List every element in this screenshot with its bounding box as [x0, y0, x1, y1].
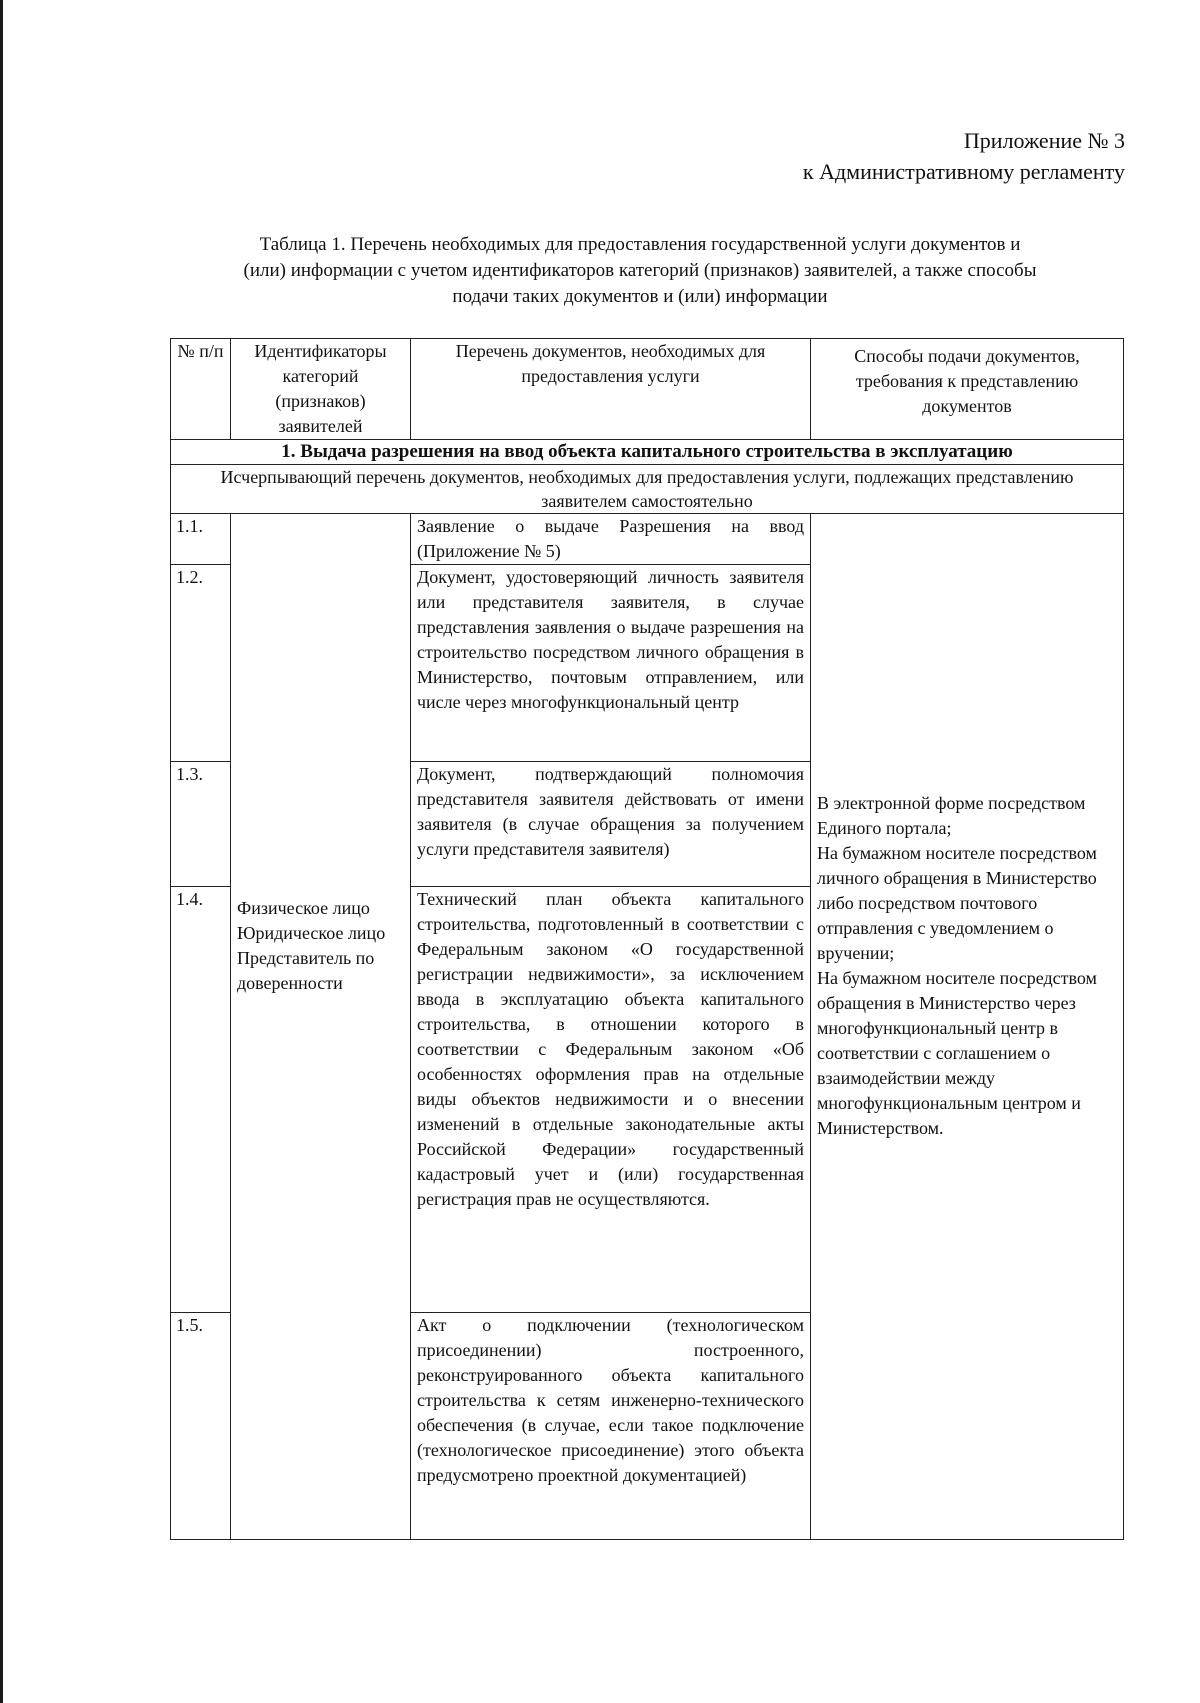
appendix-number: Приложение № 3 [963, 128, 1125, 153]
header-identifiers: Идентификаторы категорий (признаков) заявителей [231, 339, 411, 440]
category-representative: Представитель по доверенности [237, 948, 375, 993]
row-number: 1.1. [171, 514, 231, 565]
document-description: Документ, удостоверяющий личность заявителя или представителя заявителя, в случае представления заявления о выдаче разрешения на строительство посредством личного обращения в Министерство, почтовым отправлением, или числе через многофункциональный центр [411, 565, 811, 762]
row-number: 1.3. [171, 762, 231, 887]
table-title-line: (или) информации с учетом идентификаторов категорий (признаков) заявителей, а также способы [243, 260, 1037, 281]
row-number: 1.5. [171, 1313, 231, 1540]
appendix-reference: к Административному регламенту [802, 159, 1125, 184]
header-num: № п/п [171, 339, 231, 440]
subsection-title: Исчерпывающий перечень документов, необходимых для предоставления услуги, подлежащих представлению заявителем самостоятельно [171, 465, 1124, 514]
document-description: Документ, подтверждающий полномочия представителя заявителя действовать от имени заявителя (в случае обращения за получением услуги представителя заявителя) [411, 762, 811, 887]
category-individual: Физическое лицо [237, 898, 370, 918]
header-row [171, 339, 1124, 440]
method-electronic: В электронной форме посредством Единого портала; [817, 793, 1086, 838]
document-description: Технический план объекта капитального строительства, подготовленный в соответствии с Федеральным законом «О государственной регистрации недвижимости», за исключением ввода в эксплуатацию объекта капитального строительства, в отношении которого в соответствии с Федеральным законом «Об особенностях оформления прав на отдельные виды объектов недвижимости и о внесении изменений в отдельные законодательные акты Российской Федерации» государственный кадастровый учет и (или) государственная регистрация прав не осуществляются. [411, 887, 811, 1313]
section-row [171, 440, 1124, 465]
applicant-categories [231, 514, 411, 1540]
table-title-line: Таблица 1. Перечень необходимых для предоставления государственной услуги документов и [259, 234, 1021, 255]
table-title [160, 232, 1120, 310]
submission-methods [811, 514, 1124, 1540]
appendix-header [803, 125, 1125, 187]
table-row [171, 514, 1124, 565]
table-title-line: подачи таких документов и (или) информации [452, 286, 828, 307]
method-paper-mfc: На бумажном носителе посредством обращения в Министерство через многофункциональный центр в соответствии с соглашением о взаимодействии между многофункциональным центром и Министерством. [817, 968, 1097, 1138]
scan-edge [0, 0, 3, 1703]
document-description: Акт о подключении (технологическом присоединении) построенного, реконструированного объекта капитального строительства к сетям инженерно-технического обеспечения (в случае, если такое подключение (технологическое присоединение) этого объекта предусмотрено проектной документацией) [411, 1313, 811, 1540]
header-methods: Способы подачи документов, требования к представлению документов [811, 339, 1124, 440]
row-number: 1.2. [171, 565, 231, 762]
section-title: 1. Выдача разрешения на ввод объекта капитального строительства в эксплуатацию [171, 440, 1124, 465]
subsection-row [171, 465, 1124, 514]
category-legal-entity: Юридическое лицо [237, 923, 386, 943]
row-number: 1.4. [171, 887, 231, 1313]
documents-table [170, 338, 1124, 1540]
document-description: Заявление о выдаче Разрешения на ввод (Приложение № 5) [411, 514, 811, 565]
header-documents: Перечень документов, необходимых для предоставления услуги [411, 339, 811, 440]
method-paper-personal: На бумажном носителе посредством личного обращения в Министерство либо посредством почтового отправления с уведомлением о вручении; [817, 843, 1097, 963]
